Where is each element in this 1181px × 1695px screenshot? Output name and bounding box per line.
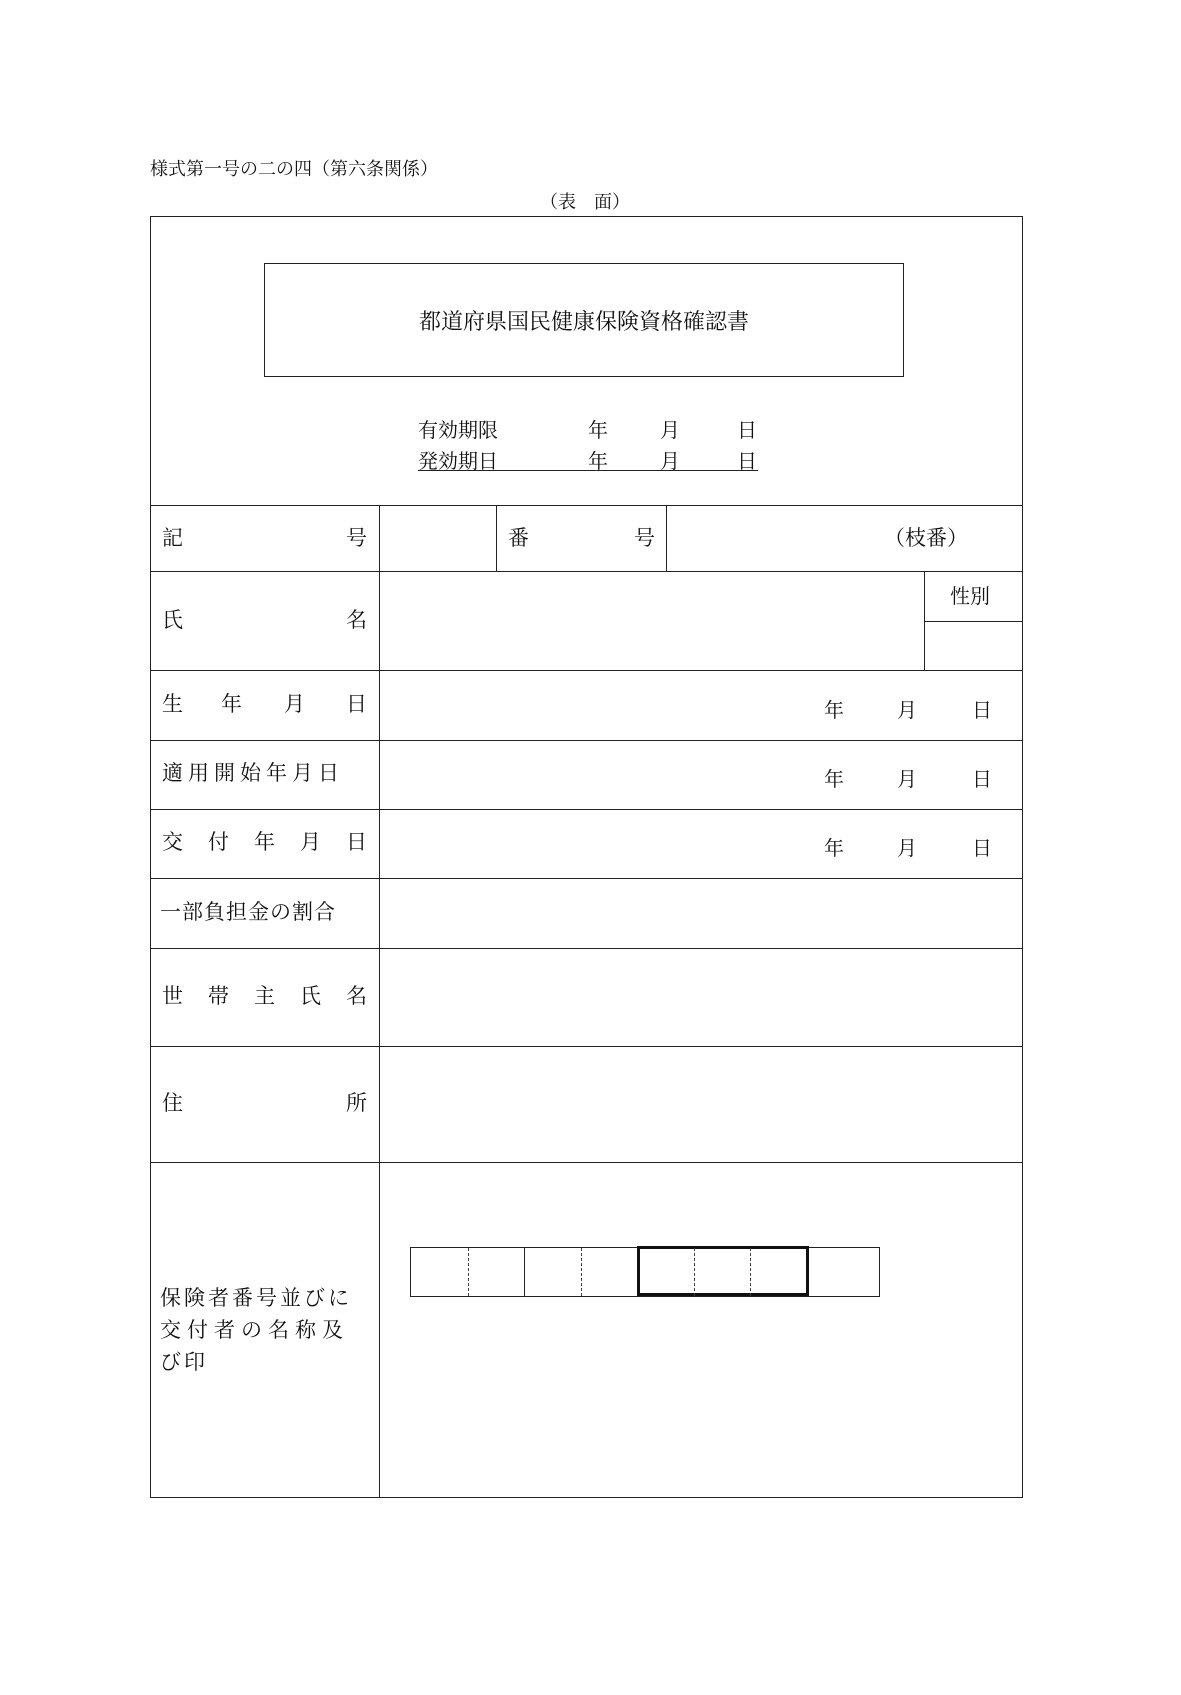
insurer-number-box: [410, 1247, 880, 1297]
expiry-day: 日: [737, 418, 757, 442]
birth-label-3: 月: [284, 692, 305, 716]
birth-label-1: 生: [162, 692, 183, 716]
document-title: 都道府県国民健康保険資格確認書: [264, 263, 904, 377]
householder-label-3: 主: [254, 984, 275, 1008]
issue-year: 年: [824, 836, 844, 860]
expiry-year: 年: [588, 418, 608, 442]
expiry-month: 月: [660, 418, 680, 442]
issued-month: 月: [660, 449, 680, 473]
sex-column-divider: [924, 571, 925, 670]
row-divider: [150, 948, 1023, 949]
sex-divider: [924, 621, 1023, 622]
name-label-2: 名: [346, 608, 367, 632]
issue-day: 日: [972, 836, 992, 860]
issue-month: 月: [897, 836, 917, 860]
column-divider: [379, 505, 380, 1498]
householder-label-5: 名: [346, 984, 367, 1008]
issued-day: 日: [737, 449, 757, 473]
insurer-label-line1: 保険者番号並びに: [160, 1286, 352, 1310]
digit-divider: [524, 1248, 525, 1296]
row-divider: [150, 571, 1023, 572]
column-divider: [666, 505, 667, 571]
address-label-1: 住: [162, 1091, 183, 1115]
issued-underline: [418, 470, 758, 471]
row-divider: [150, 878, 1023, 879]
issue-label-3: 年: [254, 830, 275, 854]
birth-day: 日: [972, 698, 992, 722]
issue-label-1: 交: [162, 830, 183, 854]
issued-year: 年: [588, 449, 608, 473]
name-label-1: 氏: [162, 608, 183, 632]
birth-label-2: 年: [221, 692, 242, 716]
householder-label-4: 氏: [300, 984, 321, 1008]
insurer-label-line3: び印: [160, 1350, 208, 1374]
apply-day: 日: [972, 767, 992, 791]
branch-label: （枝番）: [884, 526, 968, 550]
symbol-label-1: 記: [162, 526, 183, 550]
row-divider: [150, 809, 1023, 810]
form-label: 様式第一号の二の四（第六条関係）: [150, 159, 438, 180]
number-label-1: 番: [508, 526, 529, 550]
row-divider: [150, 670, 1023, 671]
row-divider: [150, 1162, 1023, 1163]
row-divider: [150, 1046, 1023, 1047]
row-divider: [150, 740, 1023, 741]
sex-label: 性別: [950, 584, 990, 608]
number-label-2: 号: [634, 526, 655, 550]
highlighted-digit-group: [637, 1246, 809, 1296]
insurer-label-line2: 交付者の名称及: [160, 1318, 349, 1342]
issue-label-2: 付: [208, 830, 229, 854]
digit-divider: [694, 1248, 695, 1296]
address-label-2: 所: [346, 1091, 367, 1115]
row-divider: [150, 505, 1023, 506]
apply-label: 適用開始年月日: [162, 761, 344, 785]
symbol-label-2: 号: [346, 526, 367, 550]
digit-divider: [750, 1248, 751, 1296]
apply-month: 月: [897, 767, 917, 791]
digit-divider: [468, 1248, 469, 1296]
expiry-label: 有効期限: [418, 418, 498, 442]
householder-label-2: 帯: [208, 984, 229, 1008]
issue-label-4: 月: [300, 830, 321, 854]
birth-month: 月: [897, 698, 917, 722]
birth-label-4: 日: [346, 692, 367, 716]
digit-divider: [581, 1248, 582, 1296]
issued-label: 発効期日: [418, 449, 498, 473]
column-divider: [496, 505, 497, 571]
birth-year: 年: [824, 698, 844, 722]
householder-label-1: 世: [162, 984, 183, 1008]
ratio-label: 一部負担金の割合: [160, 900, 336, 924]
apply-year: 年: [824, 767, 844, 791]
issue-label-5: 日: [346, 830, 367, 854]
side-label: （表 面）: [540, 192, 630, 213]
